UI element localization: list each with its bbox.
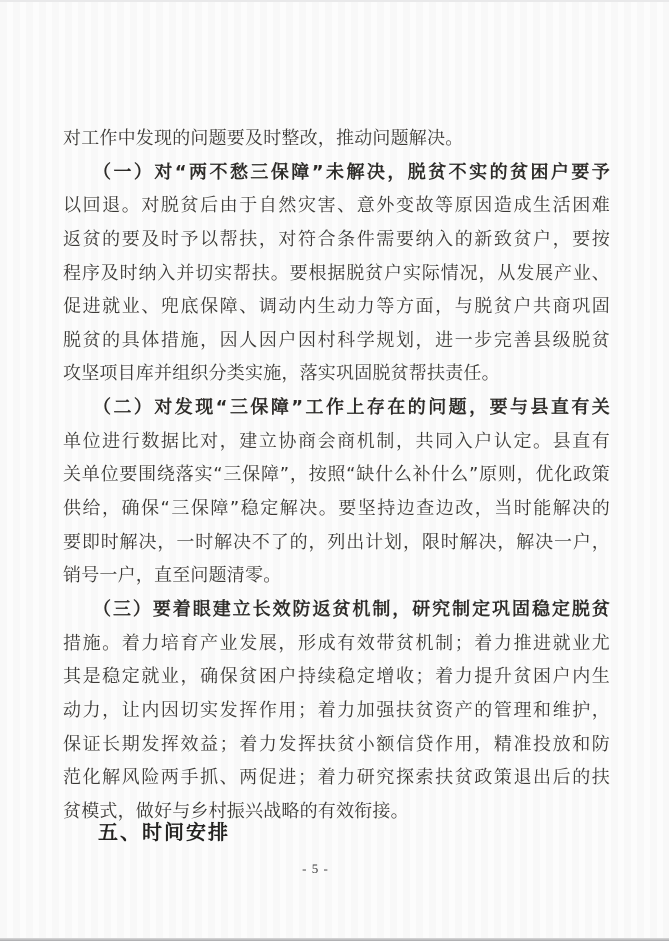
text-line: 其是稳定就业，确保贫困户持续稳定增收；着力提升贫困户内生 xyxy=(63,666,610,688)
text-line: 保证长期发挥效益；着力发挥扶贫小额信贷作用，精准投放和防 xyxy=(63,733,610,755)
text-line: 脱贫的具体措施，因人因户因村科学规划，进一步完善县级脱贫 xyxy=(63,329,610,351)
text-line: 贫模式，做好与乡村振兴战略的有效衔接。 xyxy=(63,800,409,822)
page-number: - 5 - xyxy=(302,861,329,876)
text-line: 要即时解决，一时解决不了的，列出计划，限时解决，解决一户， xyxy=(63,531,610,553)
text-line: 供给，确保“三保障”稳定解决。要坚持边查边改，当时能解决的 xyxy=(63,498,610,520)
text-line: （三）要着眼建立长效防返贫机制，研究制定巩固稳定脱贫 xyxy=(93,598,610,620)
text-line: 返贫的要及时予以帮扶，对符合条件需要纳入的新致贫户，要按 xyxy=(63,228,610,250)
section-heading: 五、时间安排 xyxy=(98,820,230,844)
text-line: 动力，让内因切实发挥作用；着力加强扶贫资产的管理和维护， xyxy=(63,699,610,721)
text-line: 促进就业、兜底保障、调动内生动力等方面，与脱贫户共商巩固 xyxy=(63,296,610,318)
text-line: 对工作中发现的问题要及时整改，推动问题解决。 xyxy=(63,128,464,149)
text-line: 销号一户，直至问题清零。 xyxy=(63,565,282,587)
text-line: 单位进行数据比对，建立协商会商机制，共同入户认定。县直有 xyxy=(63,430,610,452)
text-line: 攻坚项目库并组织分类实施，落实巩固脱贫帮扶责任。 xyxy=(63,363,500,385)
document-body xyxy=(63,122,610,828)
text-line: 程序及时纳入并切实帮扶。要根据脱贫户实际情况，从发展产业、 xyxy=(63,262,610,284)
text-line: 关单位要围绕落实“三保障”，按照“缺什么补什么”原则，优化政策 xyxy=(63,464,610,486)
text-line: 措施。着力培育产业发展，形成有效带贫机制；着力推进就业尤 xyxy=(63,632,610,654)
text-line: （一）对“两不愁三保障”未解决，脱贫不实的贫困户要予 xyxy=(93,161,610,183)
text-line: （二）对发现“三保障”工作上存在的问题，要与县直有关 xyxy=(93,397,610,419)
text-line: 范化解风险两手抓、两促进；着力研究探索扶贫政策退出后的扶 xyxy=(63,767,610,789)
text-line: 以回退。对脱贫后由于自然灾害、意外变故等原因造成生活困难 xyxy=(63,195,610,217)
scan-edge-top xyxy=(0,0,669,2)
